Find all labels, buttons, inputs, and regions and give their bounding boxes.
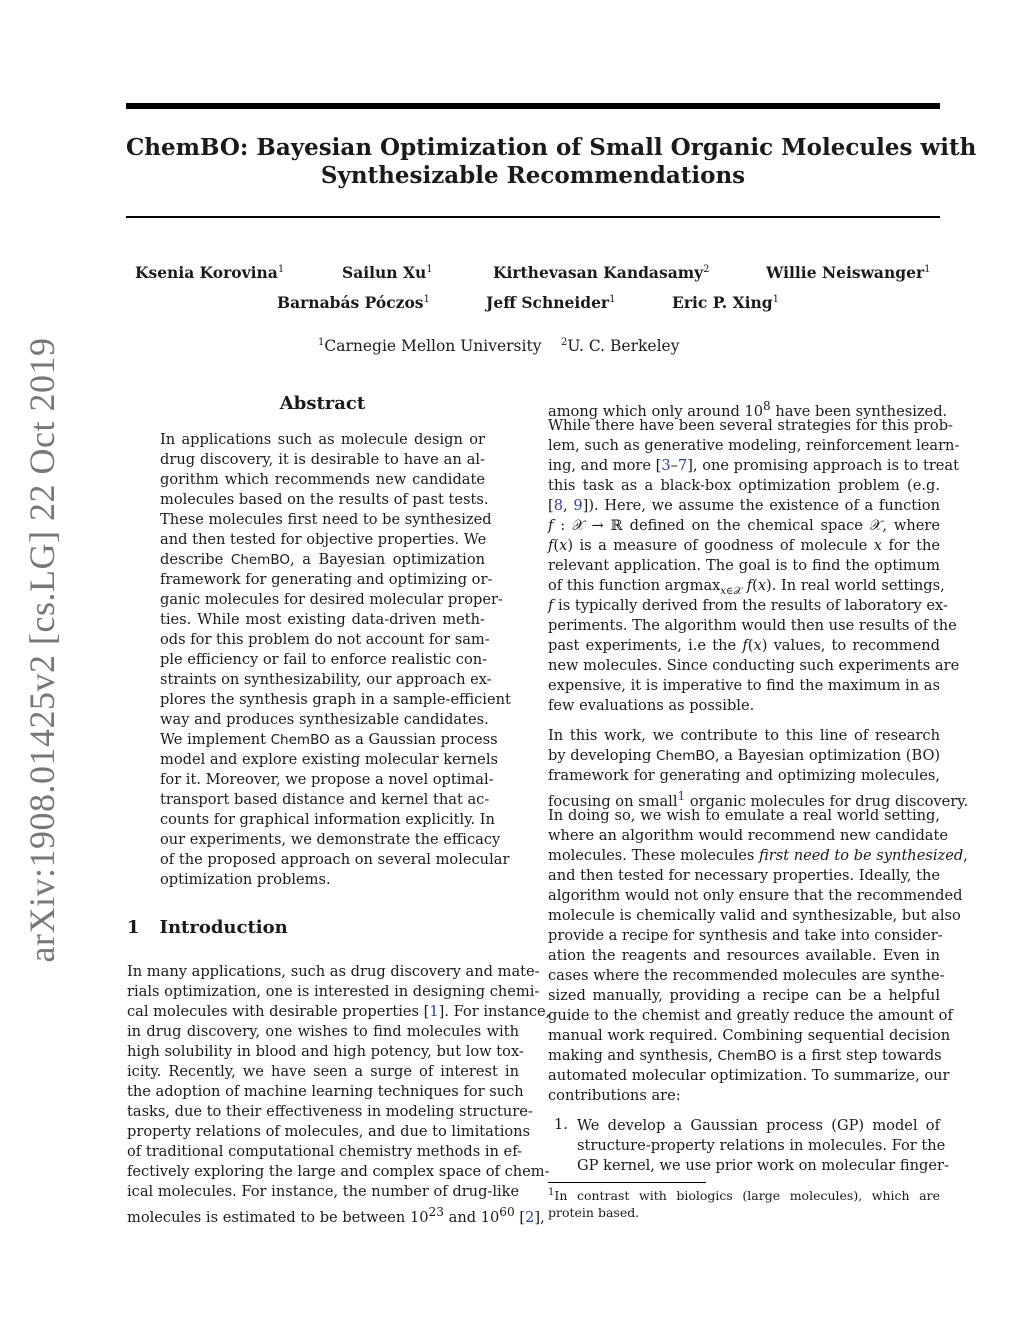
abstract-line: describe ChemBO, a Bayesian optimization (160, 551, 486, 568)
title-line-1: ChemBO: Bayesian Optimization of Small Organic Molecules with (126, 134, 977, 161)
body-line: tasks, due to their effectiveness in modeling structure- (127, 1103, 533, 1120)
body-line: expensive, it is imperative to find the maximum in as (548, 677, 940, 694)
affiliation: $^2$U. C. Berkeley (561, 337, 680, 356)
body-line: ation the reagents and resources available. Even in (548, 947, 940, 964)
body-line: where an algorithm would recommend new candidate (548, 827, 948, 844)
body-line: guide to the chemist and greatly reduce the amount of (548, 1007, 953, 1024)
list-item-line: structure-property relations in molecules. For the (577, 1137, 946, 1154)
author: Jeff Schneider$^1$ (486, 293, 616, 312)
body-line: the adoption of machine learning techniques for such (127, 1083, 524, 1100)
body-line: of this function argmax$_{x\in 𝒳}$ f(x). In real world settings, (548, 577, 945, 597)
section-heading: 1 Introduction (127, 917, 288, 938)
abstract-line: ods for this problem do not account for sam- (160, 631, 490, 648)
body-line: periments. The algorithm would then use results of the (548, 617, 957, 634)
author: Barnabás Póczos$^1$ (277, 293, 430, 312)
body-line: icity. Recently, we have seen a surge of interest in (127, 1063, 519, 1080)
abstract-line: We implement ChemBO as a Gaussian process (160, 731, 498, 748)
abstract-line: optimization problems. (160, 871, 331, 888)
author: Kirthevasan Kandasamy$^2$ (493, 263, 710, 282)
body-line: ical molecules. For instance, the number of drug-like (127, 1183, 520, 1200)
abstract-line: These molecules first need to be synthesized (160, 511, 492, 528)
body-line: new molecules. Since conducting such experiments are (548, 657, 960, 674)
body-line: fectively exploring the large and complex space of chem- (127, 1163, 550, 1180)
body-line: While there have been several strategies for this prob- (548, 417, 953, 434)
body-line: of traditional computational chemistry methods in ef- (127, 1143, 523, 1160)
abstract-line: molecules based on the results of past tests. (160, 491, 489, 508)
abstract-line: ganic molecules for desired molecular proper- (160, 591, 503, 608)
body-line: molecules. These molecules first need to be synthesized, (548, 847, 968, 864)
footnote-rule (548, 1182, 706, 1183)
abstract-line: our experiments, we demonstrate the efficacy (160, 831, 501, 848)
list-item-line: GP kernel, we use prior work on molecular finger- (577, 1157, 949, 1174)
footnote: $^1$In contrast with biologics (large molecules), which are (548, 1187, 940, 1204)
body-line: this task as a black-box optimization problem (e.g. (548, 477, 940, 494)
abstract-line: transport based distance and kernel that ac- (160, 791, 490, 808)
body-line: contributions are: (548, 1087, 681, 1104)
abstract-line: counts for graphical information explicitly. In (160, 811, 495, 828)
body-line: relevant application. The goal is to find the optimum (548, 557, 940, 574)
body-line: molecule is chemically valid and synthesizable, but also (548, 907, 961, 924)
body-line: provide a recipe for synthesis and take into consider- (548, 927, 943, 944)
abstract-heading: Abstract (279, 393, 366, 414)
body-line: [8, 9]). Here, we assume the existence of a function (548, 497, 941, 514)
body-line: algorithm would not only ensure that the recommended (548, 887, 963, 904)
body-line: focusing on small$^1$ organic molecules for drug discovery. (548, 789, 969, 810)
abstract-line: gorithm which recommends new candidate (160, 471, 485, 488)
title-rule-top (126, 103, 940, 109)
abstract-line: In applications such as molecule design or (160, 431, 485, 448)
body-line: cases where the recommended molecules are synthe- (548, 967, 945, 984)
body-line: making and synthesis, ChemBO is a first step towards (548, 1047, 942, 1064)
body-line: rials optimization, one is interested in designing chemi- (127, 983, 540, 1000)
author: Sailun Xu$^1$ (342, 263, 433, 282)
body-line: by developing ChemBO, a Bayesian optimization (BO) (548, 747, 941, 764)
abstract-line: way and produces synthesizable candidates. (160, 711, 489, 728)
list-item-marker: 1. (554, 1116, 568, 1133)
body-line: framework for generating and optimizing molecules, (548, 767, 940, 784)
footnote-line: protein based. (548, 1205, 640, 1220)
abstract-line: framework for generating and optimizing or- (160, 571, 493, 588)
author: Ksenia Korovina$^1$ (135, 263, 285, 282)
title-line-2: Synthesizable Recommendations (320, 162, 746, 189)
body-line: In doing so, we wish to emulate a real world setting, (548, 807, 940, 824)
body-line: automated molecular optimization. To summarize, our (548, 1067, 950, 1084)
body-line: In many applications, such as drug discovery and mate- (127, 963, 540, 980)
body-line: few evaluations as possible. (548, 697, 755, 714)
abstract-line: ties. While most existing data-driven meth- (160, 611, 485, 628)
abstract-line: and then tested for objective properties. We (160, 531, 487, 548)
arxiv-sidebar (22, 337, 62, 963)
body-line: past experiments, i.e the f(x) values, to recommend (548, 637, 940, 654)
abstract-line: drug discovery, it is desirable to have an al- (160, 451, 485, 468)
list-item-line: We develop a Gaussian process (GP) model of (577, 1117, 940, 1134)
body-line: f is typically derived from the results of laboratory ex- (548, 597, 948, 614)
body-line: manual work required. Combining sequential decision (548, 1027, 951, 1044)
abstract-line: straints on synthesizability, our approach ex- (160, 671, 492, 688)
body-line: ing, and more [3–7], one promising approach is to treat (548, 457, 960, 474)
author: Eric P. Xing$^1$ (672, 293, 779, 312)
abstract-line: of the proposed approach on several molecular (160, 851, 510, 868)
body-line: property relations of molecules, and due to limitations (127, 1123, 531, 1140)
body-line: molecules is estimated to be between $10^{23}$ and $10^{60}$ [2], (127, 1205, 545, 1226)
body-line: cal molecules with desirable properties [1]. For instance, (127, 1003, 551, 1020)
abstract-line: ple efficiency or fail to enforce realistic con- (160, 651, 488, 668)
body-line: high solubility in blood and high potency, but low tox- (127, 1043, 524, 1060)
body-line: among which only around $10^8$ have been synthesized. (548, 399, 948, 420)
paper-title (126, 134, 977, 190)
body-line: sized manually, providing a recipe can be a helpful (548, 987, 940, 1004)
author: Willie Neiswanger$^1$ (766, 263, 931, 282)
body-line: and then tested for necessary properties. Ideally, the (548, 867, 940, 884)
body-line: In this work, we contribute to this line of research (548, 727, 940, 744)
body-line: lem, such as generative modeling, reinforcement learn- (548, 437, 960, 454)
affiliation: $^1$Carnegie Mellon University (318, 337, 542, 356)
abstract-line: for it. Moreover, we propose a novel optimal- (160, 771, 494, 788)
abstract-line: model and explore existing molecular kernels (160, 751, 498, 768)
body-line: f : 𝒳 → ℝ defined on the chemical space 𝒳, where (548, 517, 940, 534)
title-rule-bottom (126, 216, 940, 218)
abstract-line: plores the synthesis graph in a sample-efficient (160, 691, 511, 708)
body-line: in drug discovery, one wishes to find molecules with (127, 1023, 519, 1040)
body-line: f(x) is a measure of goodness of molecule x for the (548, 537, 940, 554)
arxiv-identifier: arXiv:1908.01425v2 [cs.LG] 22 Oct 2019 (22, 337, 62, 963)
